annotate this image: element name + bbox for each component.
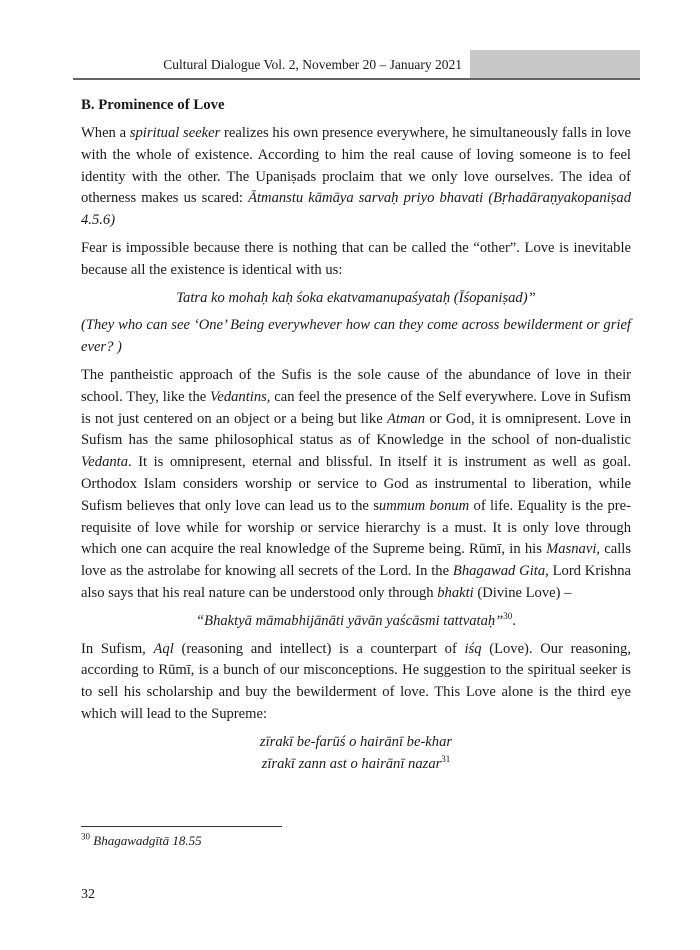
p3-text-f: Vedanta xyxy=(81,454,129,471)
p3-text-d: Atman xyxy=(386,410,426,427)
p3-text-i: of life. Equality is the pre-requisite of love while for worship or service hierarchy is a must. It is only love through which one can acquire the real knowledge of the Supreme being. Rūmī, in his xyxy=(81,497,631,558)
verse-rumi-line-2 xyxy=(81,754,631,776)
section-heading: B. Prominence of Love xyxy=(81,97,225,113)
p3-text-k: calls love as the astrolabe for knowing all secrets of the Lord. In the xyxy=(81,541,631,580)
p1-text-a: When a xyxy=(81,125,130,141)
header-shade-box xyxy=(470,50,640,78)
p3-text-e: or God, it is omnipresent. Love in Sufism has the same philosophical status as of Knowledge in the school of non-dualistic xyxy=(81,410,632,449)
footnote-rule xyxy=(81,826,282,827)
paragraph-4 xyxy=(81,639,631,726)
p3-text-n: bhakti xyxy=(437,584,474,601)
paragraph-1 xyxy=(81,123,631,232)
verse-gita-text: “Bhaktyā māmabhijānāti yāvān yaścāsmi tattvataḥ” xyxy=(196,612,504,629)
verse-isopanisad: Tatra ko mohaḥ kaḥ śoka ekatvamanupaśyataḥ (Īśopaniṣad)” xyxy=(176,289,536,306)
p4-text-c: (reasoning and intellect) is a counterpart of xyxy=(173,640,465,657)
p1-text-c: realizes his own presence everywhere, he simultaneously falls in love with the whole of existence. According to him the real cause of loving someone is to feel identity with the other. The Upaniṣads proclaim that we only love ourselves. The idea of otherness makes us scared: xyxy=(81,125,631,207)
p4-text-b: Aql xyxy=(153,640,174,657)
p3-text-b: Vedantins, xyxy=(210,388,271,405)
paragraph-3 xyxy=(81,365,631,605)
p4-text-d: iśq xyxy=(464,640,482,657)
verse-translation: (They who can see ‘One’ Being everywhever how can they come across bewilderment or grief ever? ) xyxy=(81,317,631,356)
p3-text-m: Lord Krishna also says that his real nature can be understood only through xyxy=(81,563,632,601)
p3-text-l: Bhagawad Gita, xyxy=(452,563,549,580)
footnote-ref-30[interactable]: 30 xyxy=(503,610,513,621)
p3-text-c: can feel the presence of the Self everywhere. Love in Sufism is not just centered on an object or a being but like xyxy=(81,388,631,427)
p1-text-d: Ātmanstu kāmāya sarvaḥ priyo bhavati (Bṛhadāraṇyakopaniṣad 4.5.6) xyxy=(81,190,632,229)
verse-rumi-line-2-text: zīrakī zann ast o hairānī nazar xyxy=(261,755,442,772)
page-number: 32 xyxy=(81,887,95,902)
verse-gita-end: . xyxy=(512,612,516,629)
p3-text-h: ummum bonum xyxy=(378,497,470,514)
p4-text-e: (Love). Our reasoning, according to Rūmī, is a bunch of our misconceptions. He suggestion to the spiritual seeker is to sell his scholarship and buy the bewilderment of love. This Love alone is the third eye which will lead to the Supreme: xyxy=(81,640,631,722)
p4-text-a: In Sufism, xyxy=(81,640,154,657)
footnote-30 xyxy=(81,832,202,850)
page-body xyxy=(81,94,631,775)
paragraph-2: Fear is impossible because there is nothing that can be called the “other”. Love is inevitable because all the existence is identical with us: xyxy=(81,239,631,278)
running-header xyxy=(73,50,640,79)
footnote-ref-31[interactable]: 31 xyxy=(441,753,451,764)
p1-text-b: spiritual seeker xyxy=(129,125,221,141)
footnote-text: Bhagawadgītā 18.55 xyxy=(93,833,202,848)
verse-gita xyxy=(81,611,631,633)
running-title: Cultural Dialogue Vol. 2, November 20 – January 2021 xyxy=(163,57,462,72)
footnote-number: 30 xyxy=(81,831,90,842)
p3-text-g: . It is omnipresent, eternal and blissful. In itself it is instrument as well as goal. Orthodox Islam considers worship or service to God as instrumental to liberation, while Sufism believes that only love can lead us to the s xyxy=(81,454,631,514)
p3-text-a: The pantheistic approach of the Sufis is the sole cause of the abundance of love in their school. They, like the xyxy=(81,366,631,405)
p3-text-o: (Divine Love) – xyxy=(473,584,572,601)
verse-rumi-line-1: zīrakī be-farūś o hairānī be-khar xyxy=(259,733,453,750)
header-rule xyxy=(73,78,640,80)
p3-text-j: Masnavi, xyxy=(546,541,601,558)
